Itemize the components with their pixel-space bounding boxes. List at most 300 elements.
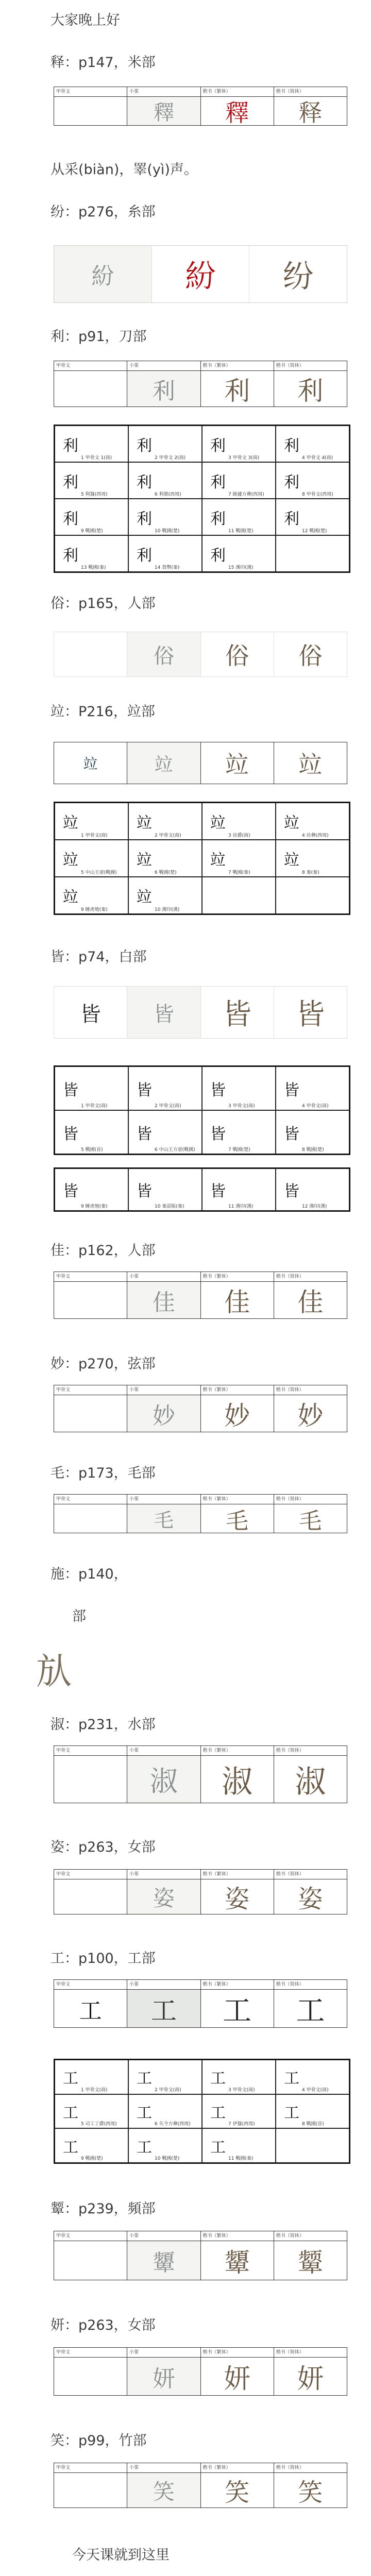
- ancient-glyph: 皆: [63, 1081, 78, 1099]
- evolution-cell: [276, 2128, 349, 2163]
- glyph-caption: 4 甲骨文(商): [302, 2087, 329, 2093]
- entry-label-fen: 纷：p276，糸部: [50, 204, 156, 220]
- evolution-cell: [276, 1110, 349, 1154]
- evolution-cell: [202, 1066, 276, 1110]
- col-header: 楷书（简体）: [276, 1748, 304, 1753]
- col-header: 楷书（繁体）: [201, 87, 274, 96]
- glyph-caption: 6 戰國(楚): [155, 870, 177, 875]
- ancient-glyph: 利: [284, 510, 299, 528]
- entry-label-gong: 工：p100，工部: [50, 1951, 156, 1967]
- seal-char: 俗: [127, 632, 200, 676]
- ancient-glyph: 皆: [210, 1182, 226, 1200]
- traditional-char: 利: [201, 371, 274, 406]
- ancient-glyph: 利: [137, 546, 152, 565]
- evolution-cell: [202, 535, 276, 572]
- entry-label-mao: 毛：p173，毛部: [50, 1465, 156, 1481]
- glyph-caption: 9 戰國(楚): [81, 529, 103, 534]
- entry-label-li: 利：p91，刀部: [50, 329, 147, 345]
- evolution-grid-jie: [54, 1065, 350, 1155]
- traditional-char: 皆: [201, 987, 274, 1038]
- ancient-glyph: 皆: [210, 1081, 226, 1099]
- ancient-glyph: 皆: [284, 1182, 299, 1200]
- char-table-zi: [54, 1869, 347, 1914]
- evolution-cell: [276, 840, 349, 877]
- glyph-caption: 8 秦(秦): [302, 870, 319, 875]
- glyph-caption: 9 戰國(楚): [81, 2156, 103, 2161]
- char-table-bing: [54, 742, 347, 784]
- ancient-glyph: 工: [137, 2070, 152, 2088]
- oracle-cell: [54, 97, 127, 125]
- ancient-glyph: 利: [63, 546, 78, 565]
- oracle-char: 皆: [54, 987, 127, 1038]
- col-header: 楷书（简体）: [276, 1387, 304, 1393]
- entry-label-zi: 姿：p263，女部: [50, 1839, 156, 1855]
- evolution-cell: [128, 2128, 202, 2163]
- evolution-cell: [128, 1066, 202, 1110]
- col-header: 楷书（简体）: [276, 1982, 304, 1987]
- evolution-cell: [128, 1110, 202, 1154]
- glyph-caption: 11 漢印(漢): [228, 1204, 254, 1209]
- ancient-glyph: 竝: [63, 851, 78, 869]
- col-header: 甲骨文: [54, 1385, 127, 1395]
- col-header: 甲骨文: [54, 87, 127, 96]
- col-header: 甲骨文: [54, 1980, 127, 1989]
- closing-text: 今天课就到这里: [72, 2547, 170, 2563]
- col-header: 小篆: [127, 1495, 200, 1504]
- ancient-glyph: 皆: [137, 1125, 152, 1143]
- simplified-char: 妍: [297, 2364, 324, 2395]
- evolution-cell: [128, 877, 202, 914]
- glyph-caption: 6 矢令方彝(西周): [155, 2122, 191, 2127]
- ancient-glyph: 利: [210, 546, 226, 565]
- evolution-cell: [128, 1168, 202, 1211]
- ancient-glyph: 工: [284, 2070, 299, 2088]
- simplified-char: 俗: [298, 642, 323, 670]
- glyph-caption: 5 中山王壺(戰國): [81, 870, 117, 875]
- col-header: 楷书（繁体）: [201, 2348, 274, 2357]
- ancient-glyph: 利: [210, 510, 226, 528]
- seal-char: 妍: [127, 2358, 200, 2395]
- evolution-cell: [276, 1168, 349, 1211]
- ancient-glyph: 皆: [137, 1182, 152, 1200]
- entry-label-bing: 竝：P216，竝部: [50, 704, 155, 720]
- char-table-xiao: [54, 2463, 347, 2508]
- simplified-char: 毛: [299, 1507, 322, 1534]
- col-header: 楷书（繁体）: [201, 2463, 274, 2472]
- simplified-char: 淑: [295, 1764, 326, 1800]
- glyph-caption: 3 甲骨文(商): [228, 2087, 255, 2093]
- evolution-cell: [55, 1110, 128, 1154]
- glyph-caption: 5 利簋(西周): [81, 492, 108, 497]
- col-header: 楷书（繁体）: [201, 2231, 274, 2241]
- entry-label-shi2: 施：p140，: [50, 1566, 128, 1582]
- traditional-char: 工: [201, 1990, 274, 2027]
- col-header: 甲骨文: [54, 2231, 127, 2241]
- greeting: 大家晚上好: [50, 12, 120, 28]
- col-header: 甲骨文: [54, 1746, 127, 1755]
- evolution-cell: [55, 2094, 128, 2129]
- traditional-char: 竝: [201, 742, 274, 784]
- glyph-caption: 7 戰國(秦): [228, 870, 250, 875]
- glyph-caption: 8 甲骨文(西周): [302, 492, 333, 497]
- evolution-cell: [276, 535, 349, 572]
- col-header: 甲骨文: [54, 361, 127, 370]
- evolution-cell: [55, 803, 128, 840]
- evolution-cell: [276, 499, 349, 535]
- evolution-cell: [202, 1168, 276, 1211]
- glyph-caption: 7 戰國(楚): [228, 1147, 250, 1153]
- ancient-glyph: 竝: [137, 814, 152, 832]
- evolution-cell: [55, 2128, 128, 2163]
- evolution-cell: [128, 803, 202, 840]
- col-header: 甲骨文: [54, 2348, 127, 2357]
- ancient-glyph: 皆: [210, 1125, 226, 1143]
- ancient-glyph: 工: [137, 2138, 152, 2157]
- ancient-glyph: 皆: [137, 1081, 152, 1099]
- char-table-mao: [54, 1494, 347, 1533]
- ancient-glyph: 工: [284, 2104, 299, 2122]
- glyph-caption: 10 戰國(楚): [155, 529, 180, 534]
- oracle-cell: [54, 632, 127, 676]
- evolution-grid-li: [54, 425, 350, 573]
- glyph-caption: 2 甲骨文(商): [155, 833, 181, 838]
- col-header: 小篆: [127, 2463, 200, 2472]
- ancient-glyph: 皆: [284, 1125, 299, 1143]
- ancient-glyph: 竝: [284, 814, 299, 832]
- evolution-cell: [202, 462, 276, 499]
- evolution-cell: [55, 499, 128, 535]
- col-header: 楷书（繁体）: [201, 1870, 274, 1879]
- table-header: [54, 361, 347, 371]
- glyph-caption: 10 秦詔版(秦): [155, 1204, 184, 1209]
- seal-char: 利: [127, 371, 200, 406]
- evolution-cell: [55, 2060, 128, 2094]
- table-header: [54, 2348, 347, 2358]
- col-header: 楷书（简体）: [276, 89, 304, 94]
- glyph-caption: 1 甲骨文(商): [81, 1104, 108, 1109]
- simplified-char: 笑: [298, 2478, 323, 2507]
- ancient-glyph: 利: [210, 436, 226, 455]
- table-header: [54, 1870, 347, 1879]
- evolution-cell: [55, 1168, 128, 1211]
- evolution-cell: [202, 877, 276, 914]
- oracle-cell: [54, 2358, 127, 2395]
- evolution-cell: [202, 426, 276, 462]
- ancient-glyph: 利: [284, 473, 299, 492]
- evolution-cell: [128, 840, 202, 877]
- oracle-cell: [54, 2241, 127, 2280]
- evolution-cell: [276, 2060, 349, 2094]
- traditional-char: 淑: [201, 1756, 274, 1803]
- col-header: 甲骨文: [54, 1870, 127, 1879]
- char-table-shi: [54, 87, 347, 126]
- oracle-cell: [54, 2473, 127, 2507]
- col-header: 楷书（简体）: [276, 1497, 304, 1502]
- ancient-glyph: 利: [137, 473, 152, 492]
- col-header: 楷书（简体）: [276, 1872, 304, 1877]
- evolution-cell: [276, 426, 349, 462]
- glyph-caption: 9 睡虎地(秦): [81, 907, 108, 912]
- evolution-grid-gong: [54, 2059, 350, 2164]
- col-header: 甲骨文: [54, 2463, 127, 2472]
- seal-char: 紛: [54, 246, 152, 302]
- col-header: 楷书（简体）: [276, 363, 304, 368]
- evolution-cell: [55, 877, 128, 914]
- evolution-grid-bing: [54, 802, 350, 915]
- seal-char: 妙: [127, 1395, 200, 1432]
- col-header: 楷书（简体）: [276, 2233, 304, 2239]
- glyph-caption: 4 甲骨文(商): [302, 1104, 329, 1109]
- seal-char: 姿: [127, 1879, 200, 1914]
- char-table-miao: [54, 1385, 347, 1432]
- glyph-caption: 2 甲骨文(商): [155, 1104, 181, 1109]
- col-header: 小篆: [127, 1870, 200, 1879]
- col-header: 楷书（繁体）: [201, 1272, 274, 1281]
- col-header: 小篆: [127, 361, 200, 370]
- col-header: 楷书（繁体）: [201, 1385, 274, 1395]
- oracle-char: 工: [54, 1990, 127, 2027]
- glyph-caption: 4 甲骨文 4(商): [302, 455, 333, 461]
- ancient-glyph: 皆: [63, 1125, 78, 1143]
- glyph-caption: 8 戰國(晉): [302, 2122, 324, 2127]
- entry-label-jia: 佳：p162，人部: [50, 1243, 156, 1259]
- col-header: 甲骨文: [54, 1495, 127, 1504]
- evolution-cell: [128, 426, 202, 462]
- oracle-cell: [54, 371, 127, 406]
- glyph-caption: 10 漢印(漢): [155, 907, 180, 912]
- char-table-li: [54, 361, 347, 407]
- traditional-char: 笑: [201, 2473, 274, 2507]
- oracle-cell: [54, 1756, 127, 1803]
- col-header: 楷书（繁体）: [201, 1495, 274, 1504]
- glyph-caption: 3 甲骨文(商): [228, 1104, 255, 1109]
- evolution-cell: [276, 1066, 349, 1110]
- char-table-gong: [54, 1979, 347, 2028]
- glyph-caption: 7 伊簋(西周): [228, 2122, 255, 2127]
- traditional-char: 姿: [201, 1879, 274, 1914]
- ancient-glyph: 工: [63, 2070, 78, 2088]
- char-table-jie: [54, 986, 347, 1039]
- char-table-su: [54, 632, 347, 677]
- ancient-glyph: 利: [63, 436, 78, 455]
- char-table-fen: [54, 245, 347, 303]
- col-header: 楷书（繁体）: [201, 1746, 274, 1755]
- evolution-cell: [128, 462, 202, 499]
- evolution-cell: [55, 426, 128, 462]
- char-table-jia: [54, 1272, 347, 1319]
- col-header: 小篆: [127, 2231, 200, 2241]
- evolution-cell: [128, 535, 202, 572]
- entry-label-pin: 颦：p239，頻部: [50, 2201, 156, 2217]
- oracle-cell: [54, 1395, 127, 1432]
- ancient-glyph: 竝: [63, 814, 78, 832]
- col-header: 楷书（繁体）: [201, 361, 274, 370]
- evolution-cell: [55, 840, 128, 877]
- col-header: 甲骨文: [54, 1272, 127, 1281]
- glyph-caption: 2 甲骨文 2(商): [155, 455, 186, 461]
- col-header: 小篆: [127, 87, 200, 96]
- entry-label-shi: 释：p147，米部: [50, 55, 156, 71]
- table-header: [54, 2231, 347, 2241]
- col-header: 小篆: [127, 1385, 200, 1395]
- glyph-caption: 9 睡虎地(秦): [81, 1204, 108, 1209]
- traditional-char: 紛: [152, 246, 250, 302]
- glyph-caption: 12 漢印(漢): [302, 1204, 327, 1209]
- char-table-shu: [54, 1745, 347, 1803]
- glyph-caption: 6 中山王方壺(戰國): [155, 1147, 195, 1153]
- entry-label-miao: 妙：p270，弦部: [50, 1356, 156, 1372]
- seal-char: 釋: [127, 97, 200, 125]
- glyph-caption: 4 竝彝(西周): [302, 833, 329, 838]
- traditional-char: 俗: [201, 632, 274, 676]
- seal-char: 佳: [127, 1282, 200, 1318]
- col-header: 楷书（简体）: [276, 2350, 304, 2355]
- ancient-glyph: 利: [210, 473, 226, 492]
- entry-note-shi: 从采(biàn)，睪(yì)声。: [50, 162, 198, 178]
- evolution-cell: [202, 840, 276, 877]
- col-header: 小篆: [127, 2348, 200, 2357]
- glyph-caption: 12 戰國(楚): [302, 529, 327, 534]
- glyph-caption: 2 甲骨文(商): [155, 2087, 181, 2093]
- simplified-char: 利: [297, 376, 324, 406]
- simplified-char: 释: [298, 98, 323, 127]
- oracle-cell: [54, 1504, 127, 1533]
- ancient-glyph: 竝: [284, 851, 299, 869]
- oracle-char: 竝: [54, 742, 127, 784]
- simplified-char: 皆: [296, 998, 325, 1031]
- seal-char: 皆: [127, 987, 200, 1038]
- evolution-cell: [276, 462, 349, 499]
- glyph-caption: 5 司工丁爵(西周): [81, 2122, 117, 2127]
- ancient-glyph: 竝: [137, 851, 152, 869]
- entry-label-yan: 妍：p263，女部: [50, 2317, 156, 2333]
- table-header: [54, 1746, 347, 1756]
- ancient-glyph: 皆: [284, 1081, 299, 1099]
- traditional-char: 釋: [201, 97, 274, 125]
- glyph-caption: 6 利鼎(西周): [155, 492, 181, 497]
- evolution-cell: [202, 2060, 276, 2094]
- glyph-caption: 8 戰國(楚): [302, 1147, 324, 1153]
- simplified-char: 颦: [297, 2247, 324, 2278]
- table-header: [54, 2463, 347, 2473]
- evolution-cell: [202, 2094, 276, 2129]
- ancient-glyph: 竝: [210, 814, 226, 832]
- simplified-char: 姿: [298, 1885, 323, 1913]
- ancient-glyph: 皆: [63, 1182, 78, 1200]
- glyph-caption: 3 竝爵(商): [228, 833, 250, 838]
- simplified-char: 纷: [282, 259, 314, 295]
- simplified-char: 工: [296, 1994, 325, 2028]
- table-header: [54, 1272, 347, 1282]
- ancient-glyph: 竝: [63, 888, 78, 906]
- radical-char: 㫃: [36, 1650, 72, 1692]
- evolution-cell: [202, 803, 276, 840]
- glyph-caption: 13 戰國(秦): [81, 565, 106, 570]
- glyph-caption: 7 師遽方彝(西周): [228, 492, 264, 497]
- ancient-glyph: 工: [210, 2104, 226, 2122]
- evolution-cell: [55, 1066, 128, 1110]
- glyph-caption: 1 甲骨文(商): [81, 833, 108, 838]
- col-header: 楷书（繁体）: [201, 1980, 274, 1989]
- glyph-caption: 3 甲骨文 3(商): [228, 455, 260, 461]
- evolution-cell: [202, 2128, 276, 2163]
- glyph-caption: 1 甲骨文 1(商): [81, 455, 112, 461]
- ancient-glyph: 利: [137, 436, 152, 455]
- evolution-cell: [202, 1110, 276, 1154]
- traditional-char: 妍: [201, 2358, 274, 2395]
- col-header: 小篆: [127, 1980, 200, 1989]
- oracle-cell: [54, 1282, 127, 1318]
- ancient-glyph: 工: [137, 2104, 152, 2122]
- ancient-glyph: 工: [210, 2138, 226, 2157]
- evolution-cell: [276, 803, 349, 840]
- col-header: 小篆: [127, 1272, 200, 1281]
- seal-char: 工: [127, 1990, 200, 2027]
- traditional-char: 妙: [201, 1395, 274, 1432]
- ancient-glyph: 竝: [210, 851, 226, 869]
- seal-char: 竝: [127, 742, 200, 784]
- evolution-cell: [128, 499, 202, 535]
- entry-label-su: 俗：p165，人部: [50, 596, 156, 612]
- ancient-glyph: 工: [63, 2104, 78, 2122]
- ancient-glyph: 利: [284, 436, 299, 455]
- seal-char: 淑: [127, 1756, 200, 1803]
- evolution-grid-jie-row3: [54, 1167, 350, 1212]
- evolution-cell: [276, 877, 349, 914]
- evolution-cell: [55, 535, 128, 572]
- glyph-caption: 14 貨幣(秦): [155, 565, 180, 570]
- col-header: 楷书（简体）: [276, 2465, 304, 2470]
- evolution-cell: [202, 499, 276, 535]
- glyph-caption: 10 戰國(楚): [155, 2156, 180, 2161]
- evolution-cell: [128, 2094, 202, 2129]
- table-header: [54, 1385, 347, 1395]
- glyph-caption: 11 戰國(秦): [228, 2156, 254, 2161]
- glyph-caption: 5 戰國(晉): [81, 1147, 103, 1153]
- col-header: 小篆: [127, 1746, 200, 1755]
- simplified-char: 佳: [297, 1287, 324, 1317]
- ancient-glyph: 利: [63, 473, 78, 492]
- ancient-glyph: 利: [137, 510, 152, 528]
- simplified-char: 妙: [297, 1400, 324, 1431]
- entry-extra-bu: 部: [72, 1608, 86, 1624]
- entry-label-shu: 淑：p231，水部: [50, 1717, 156, 1733]
- oracle-cell: [54, 1879, 127, 1914]
- seal-char: 顰: [127, 2241, 200, 2280]
- glyph-caption: 1 甲骨文(商): [81, 2087, 108, 2093]
- evolution-cell: [276, 2094, 349, 2129]
- char-table-yan: [54, 2347, 347, 2396]
- glyph-caption: 11 戰國(楚): [228, 529, 254, 534]
- ancient-glyph: 工: [63, 2138, 78, 2157]
- entry-label-jie: 皆：p74，白部: [50, 949, 147, 965]
- traditional-char: 顰: [201, 2241, 274, 2280]
- traditional-char: 毛: [201, 1504, 274, 1533]
- seal-char: 毛: [127, 1504, 200, 1533]
- glyph-caption: 15 漢印(漢): [228, 565, 254, 570]
- evolution-cell: [55, 462, 128, 499]
- evolution-cell: [128, 2060, 202, 2094]
- ancient-glyph: 利: [63, 510, 78, 528]
- traditional-char: 佳: [201, 1282, 274, 1318]
- ancient-glyph: 竝: [137, 888, 152, 906]
- simplified-char: 竝: [298, 751, 323, 778]
- char-table-pin: [54, 2231, 347, 2280]
- ancient-glyph: 工: [210, 2070, 226, 2088]
- col-header: 楷书（简体）: [276, 1274, 304, 1279]
- seal-char: 笑: [127, 2473, 200, 2507]
- entry-label-xiao: 笑：p99，竹部: [50, 2433, 147, 2449]
